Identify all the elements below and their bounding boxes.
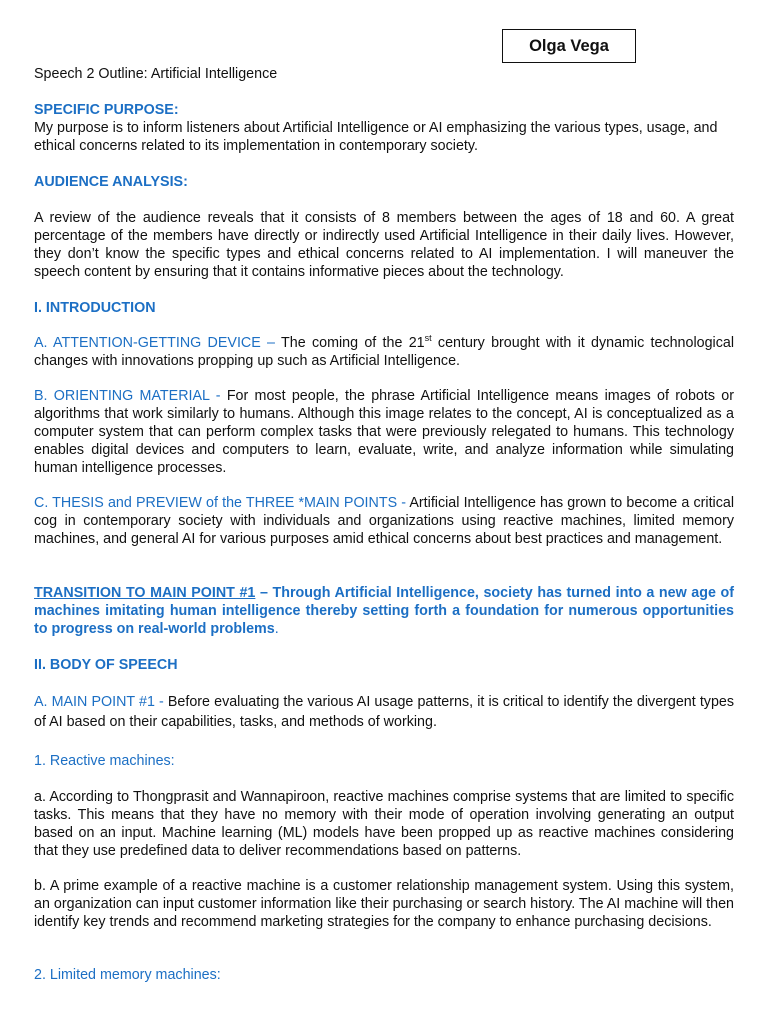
thesis-preview	[34, 494, 734, 548]
attention-text-before: The coming of the 21	[275, 335, 425, 351]
main-point-1-text: Before evaluating the various AI usage patterns, it is critical to identify the divergent types of AI based on their capabilities, tasks, and methods of working.	[34, 694, 735, 730]
reactive-machines-b: b. A prime example of a reactive machine is a customer relationship management system. Using this system, an organization can input customer information like their purchasing or search history. The AI machine will then identify key trends and recommend marketing strategies for the company to enhance purchasing decisions.	[34, 878, 734, 930]
specific-purpose-text: My purpose is to inform listeners about Artificial Intelligence or AI emphasizing the various types, usage, and ethical concerns related to its implementation in contemporary society.	[34, 120, 718, 154]
reactive-machines-a: a. According to Thongprasit and Wannapiroon, reactive machines comprise systems that are limited to specific tasks. This means that they have no memory with their mode of operation involving generating an output based on an input. Machine learning (ML) models have been propped up as reactive machines considering that they use predefined data to deliver recommendations based on patterns.	[34, 789, 734, 859]
author-name: Olga Vega	[529, 36, 609, 55]
attention-label: A. ATTENTION-GETTING DEVICE –	[34, 335, 276, 351]
specific-purpose-heading: SPECIFIC PURPOSE:	[34, 102, 179, 118]
transition-main-point-1	[34, 584, 734, 638]
thesis-text: Artificial Intelligence has grown to become a critical cog in contemporary society with individuals and organizations using reactive machines, limited memory machines, and general AI for various purposes amid ethical concerns about best practices and management.	[34, 495, 734, 547]
main-point-1	[34, 692, 734, 732]
author-name-box	[502, 29, 636, 63]
audience-analysis-text: A review of the audience reveals that it consists of 8 members between the ages of 18 and 60. A great percentage of the members have directly or indirectly used Artificial Intelligence in their daily lives. However, they don’t know the specific types and ethical concerns related to AI implementation. I will maneuver the speech content by ensuring that it contains informative pieces about the technology.	[34, 210, 734, 280]
audience-analysis-heading: AUDIENCE ANALYSIS:	[34, 174, 188, 190]
reactive-machines-heading: 1. Reactive machines:	[34, 753, 175, 769]
body-heading: II. BODY OF SPEECH	[34, 657, 178, 673]
introduction-heading: I. INTRODUCTION	[34, 300, 156, 316]
orienting-label: B. ORIENTING MATERIAL -	[34, 388, 221, 404]
thesis-label: C. THESIS and PREVIEW of the THREE *MAIN POINTS -	[34, 495, 407, 511]
attention-sup: st	[424, 333, 432, 344]
transition-end: .	[274, 621, 279, 637]
attention-text-after: century brought with it dynamic technological changes with innovations propping up such as Artificial Intelligence.	[34, 335, 734, 369]
orienting-text: For most people, the phrase Artificial Intelligence means images of robots or algorithms that work similarly to humans. Although this image relates to the concept, AI is conceptualized as a computer system that can perform complex tasks that were previously relegated to humans. This technology enables digital devices and computers to learn, evaluate, write, and analyze information while simulating human intelligence processes.	[34, 388, 734, 476]
transition-text: – Through Artificial Intelligence, society has turned into a new age of machines imitating human intelligence thereby setting forth a foundation for numerous opportunities to progress on real-world problems	[34, 585, 734, 637]
limited-memory-heading: 2. Limited memory machines:	[34, 967, 221, 983]
document-title: Speech 2 Outline: Artificial Intelligence	[34, 66, 278, 82]
orienting-material	[34, 387, 734, 477]
attention-getting-device	[34, 334, 734, 370]
transition-label: TRANSITION TO MAIN POINT #1	[34, 585, 256, 601]
main-point-1-label: A. MAIN POINT #1 -	[34, 694, 164, 710]
